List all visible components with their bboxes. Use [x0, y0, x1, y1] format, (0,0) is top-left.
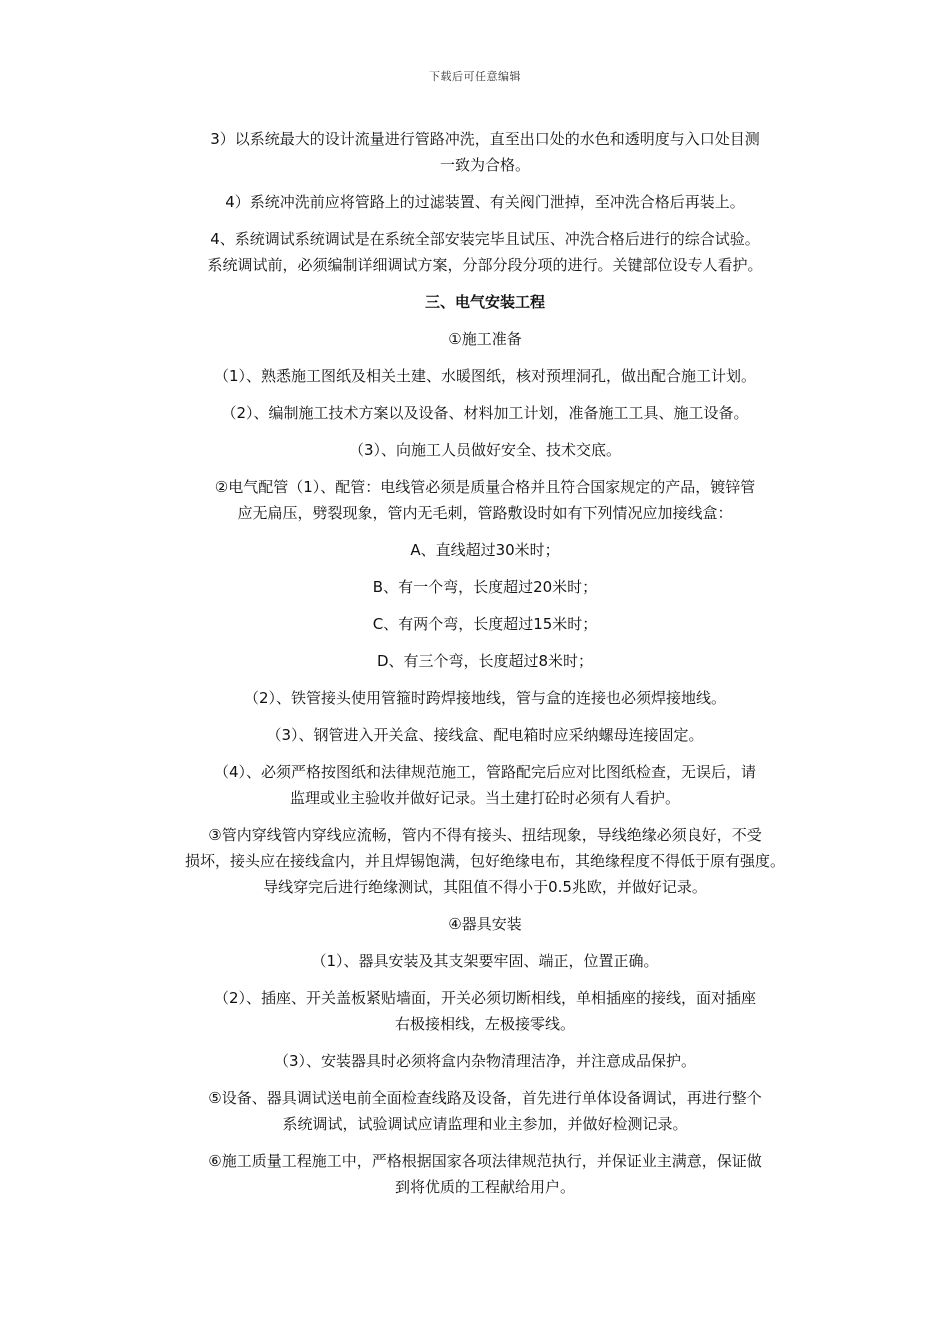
paragraph-system-testing — [140, 226, 830, 278]
list-item-text: C、有两个弯，长度超过15米时； — [372, 615, 598, 633]
paragraph-line: 4）系统冲洗前应将管路上的过滤装置、有关阀门泄掉，至冲洗合格后再装上。 — [225, 193, 745, 211]
list-item-junction-case-c — [140, 611, 830, 637]
paragraph-item — [140, 400, 830, 426]
paragraph-line: 系统调试，试验调试应请监理和业主参加，并做好检测记录。 — [282, 1115, 688, 1133]
paragraph-line: （2）、铁管接头使用管箍时跨焊接地线，管与盒的连接也必须焊接地线。 — [243, 689, 727, 707]
subheading-text: ④器具安装 — [448, 915, 522, 933]
paragraph-construction-quality — [140, 1148, 830, 1200]
paragraph-line: ⑥施工质量工程施工中，严格根据国家各项法律规范执行，并保证业主满意，保证做 — [208, 1152, 762, 1170]
paragraph-line: ③管内穿线管内穿线应流畅，管内不得有接头、扭结现象，导线绝缘必须良好，不受 — [208, 826, 762, 844]
paragraph-item — [140, 685, 830, 711]
paragraph-line: 损坏，接头应在接线盒内，并且焊锡饱满，包好绝缘电布，其绝缘程度不得低于原有强度。 — [184, 852, 785, 870]
list-item-junction-case-d — [140, 648, 830, 674]
paragraph-line: （1）、熟悉施工图纸及相关土建、水暖图纸，核对预埋洞孔，做出配合施工计划。 — [213, 367, 757, 385]
list-item-text: D、有三个弯，长度超过8米时； — [376, 652, 594, 670]
heading-text: 三、电气安装工程 — [424, 293, 545, 311]
paragraph-line: （3）、钢管进入开关盒、接线盒、配电箱时应采纳螺母连接固定。 — [266, 726, 704, 744]
paragraph-line: 一致为合格。 — [439, 156, 530, 174]
subheading-construction-preparation — [140, 326, 830, 352]
list-item-text: B、有一个弯，长度超过20米时； — [372, 578, 598, 596]
paragraph-line: 3）以系统最大的设计流量进行管路冲洗，直至出口处的水色和透明度与入口处目测 — [210, 130, 760, 148]
paragraph-flush-criteria — [140, 126, 830, 178]
paragraph-equipment-commissioning — [140, 1085, 830, 1137]
page-header: 下载后可任意编辑 — [429, 70, 521, 83]
document-body — [140, 126, 830, 1211]
paragraph-line: （4）、必须严格按图纸和法律规范施工，管路配完后应对比图纸检查，无误后，请 — [213, 763, 757, 781]
paragraph-item — [140, 722, 830, 748]
paragraph-item — [140, 1048, 830, 1074]
paragraph-line: （1）、器具安装及其支架要牢固、端正，位置正确。 — [311, 952, 659, 970]
paragraph-line: ⑤设备、器具调试送电前全面检查线路及设备，首先进行单体设备调试，再进行整个 — [208, 1089, 762, 1107]
paragraph-line: 右极接相线，左极接零线。 — [394, 1015, 575, 1033]
subheading-fixture-installation — [140, 911, 830, 937]
subheading-text: ①施工准备 — [448, 330, 522, 348]
paragraph-line: 导线穿完后进行绝缘测试，其阻值不得小于0.5兆欧，并做好记录。 — [263, 878, 707, 896]
paragraph-flush-preparation — [140, 189, 830, 215]
paragraph-line: 到将优质的工程献给用户。 — [394, 1178, 575, 1196]
paragraph-line: ②电气配管（1）、配管：电线管必须是质量合格并且符合国家规定的产品，镀锌管 — [214, 478, 756, 496]
paragraph-wire-threading — [140, 822, 830, 900]
paragraph-item — [140, 363, 830, 389]
paragraph-conduit-requirements — [140, 474, 830, 526]
paragraph-item — [140, 759, 830, 811]
section-heading-electrical — [140, 289, 830, 315]
list-item-junction-case-a — [140, 537, 830, 563]
paragraph-line: （3）、安装器具时必须将盒内杂物清理洁净，并注意成品保护。 — [273, 1052, 697, 1070]
paragraph-line: （2）、插座、开关盖板紧贴墙面，开关必须切断相线，单相插座的接线，面对插座 — [213, 989, 757, 1007]
list-item-junction-case-b — [140, 574, 830, 600]
paragraph-item — [140, 437, 830, 463]
paragraph-line: 监理或业主验收并做好记录。当土建打砼时必须有人看护。 — [289, 789, 680, 807]
paragraph-line: 系统调试前，必须编制详细调试方案，分部分段分项的进行。关键部位设专人看护。 — [207, 256, 763, 274]
paragraph-line: （2）、编制施工技术方案以及设备、材料加工计划，准备施工工具、施工设备。 — [221, 404, 749, 422]
paragraph-line: 应无扁压，劈裂现象，管内无毛刺，管路敷设时如有下列情况应加接线盒： — [237, 504, 733, 522]
paragraph-item — [140, 948, 830, 974]
paragraph-item — [140, 985, 830, 1037]
list-item-text: A、直线超过30米时； — [410, 541, 560, 559]
paragraph-line: 4、系统调试系统调试是在系统全部安装完毕且试压、冲洗合格后进行的综合试验。 — [210, 230, 760, 248]
paragraph-line: （3）、向施工人员做好安全、技术交底。 — [348, 441, 622, 459]
